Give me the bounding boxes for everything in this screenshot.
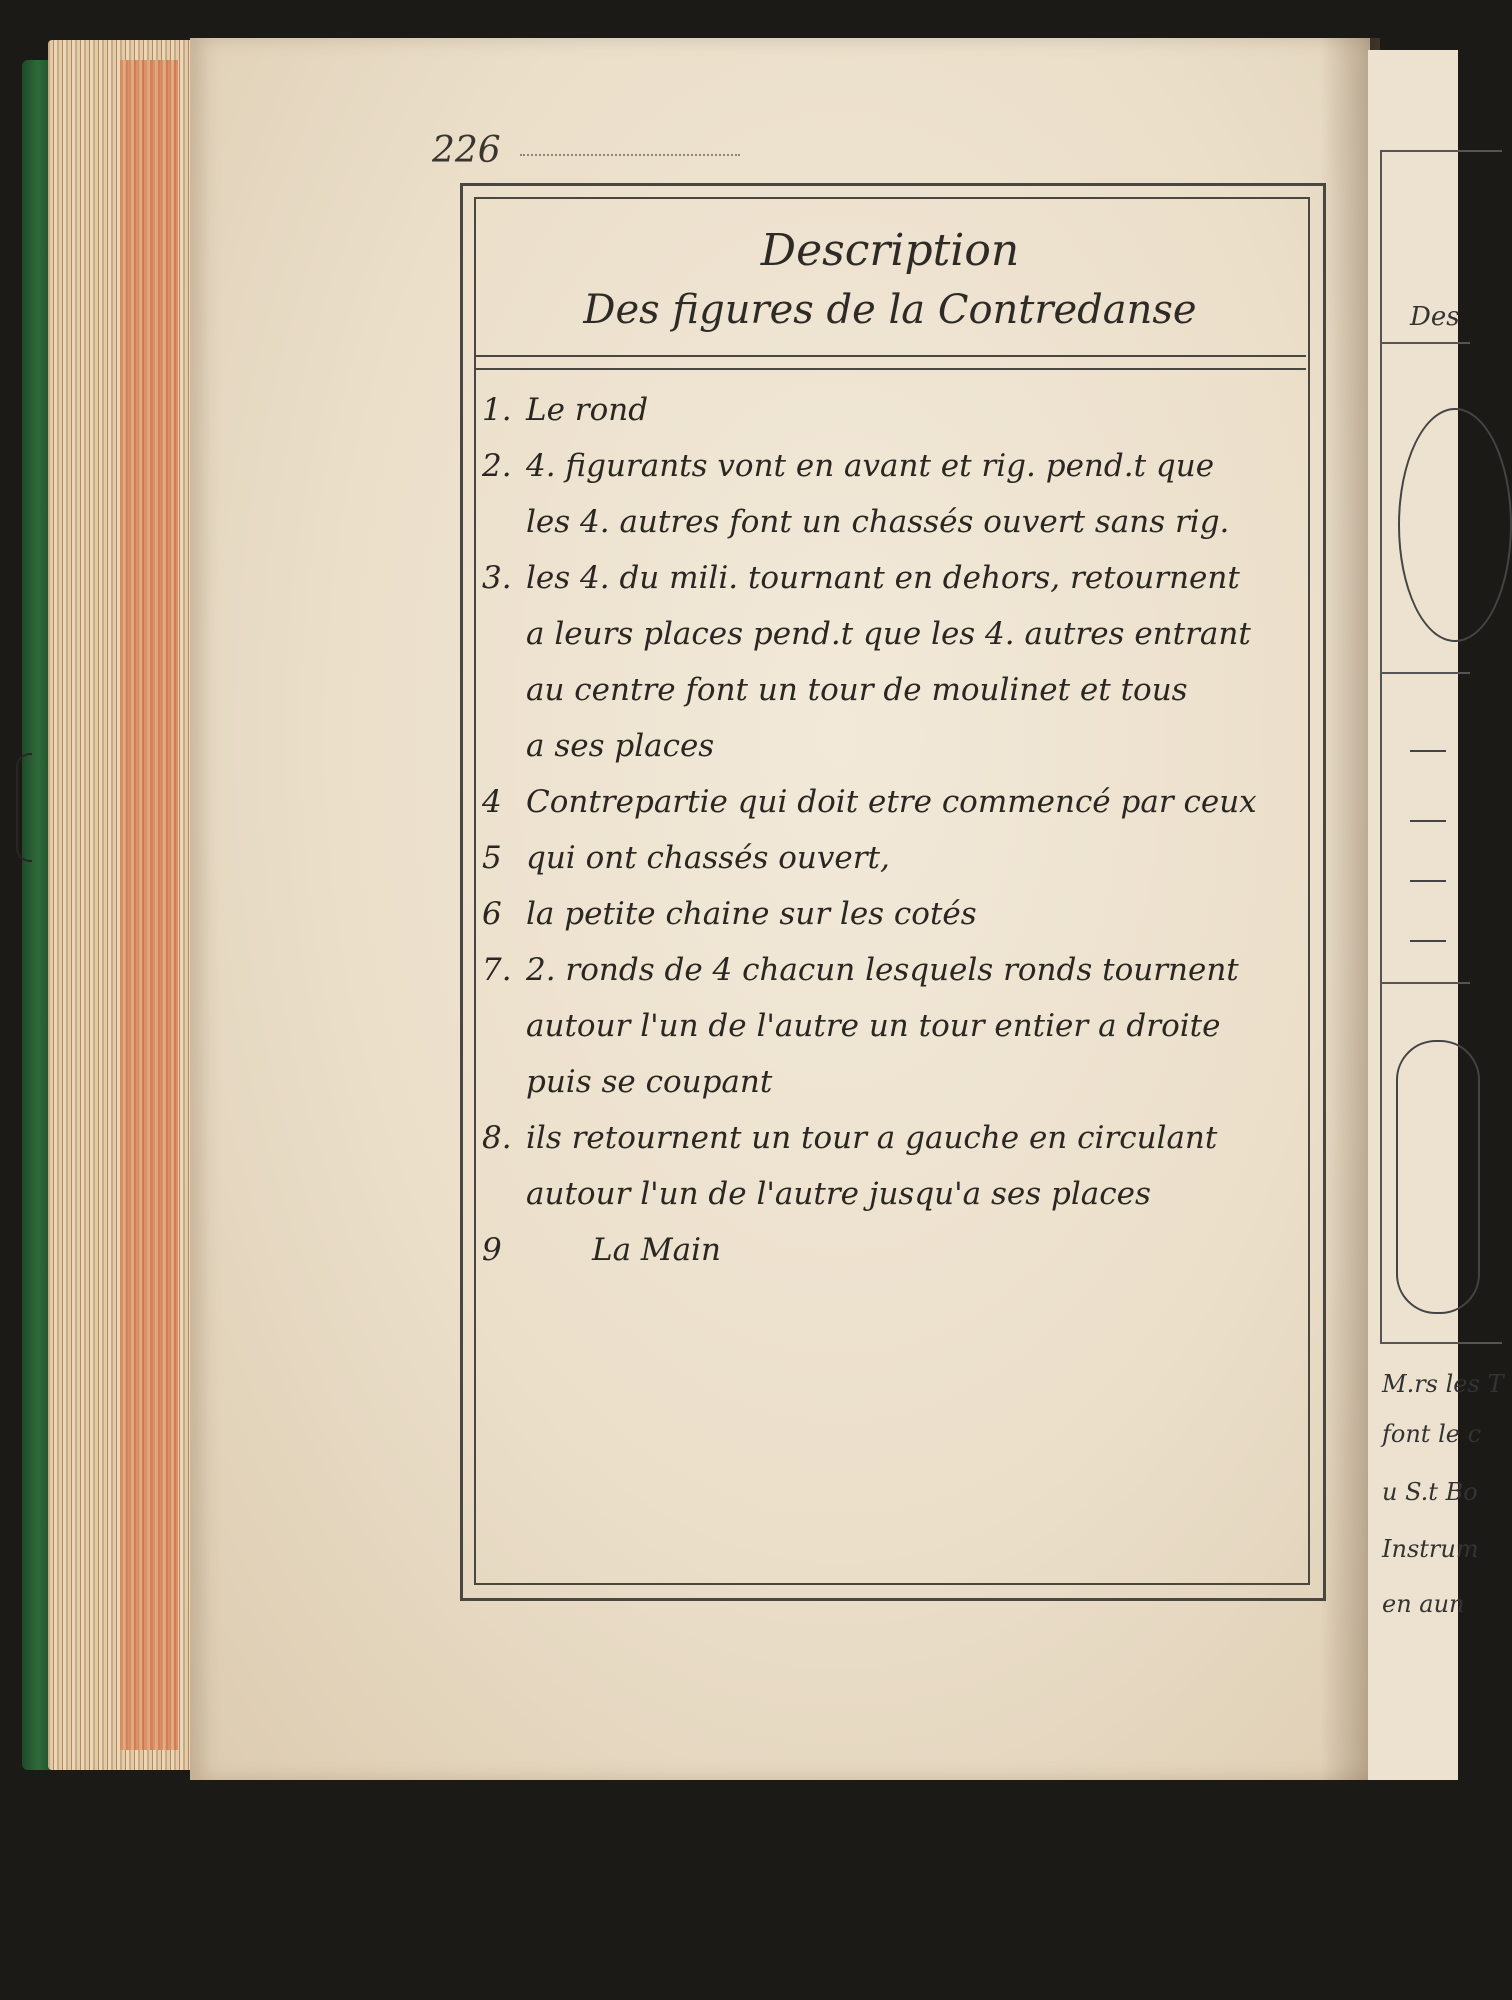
- list-item: [482, 560, 1302, 610]
- item-text: ils retournent un tour a gauche en circulant: [526, 1120, 1218, 1156]
- right-page-title: Des: [1410, 302, 1460, 332]
- item-text: a leurs places pend.t que les 4. autres entrant: [526, 616, 1251, 652]
- list-item: [482, 784, 1302, 834]
- item-number: 4: [482, 784, 502, 820]
- item-number: 3.: [482, 560, 512, 596]
- item-text: 4. figurants vont en avant et rig. pend.t que: [526, 448, 1215, 484]
- item-number: 2.: [482, 448, 512, 484]
- list-item: [482, 504, 1302, 554]
- figure-arrow: [1410, 750, 1446, 752]
- title-rule: [474, 368, 1306, 370]
- right-page-line: Instrum: [1382, 1535, 1479, 1563]
- figure-circle-diagram: [1398, 408, 1512, 642]
- item-number: 9: [482, 1232, 502, 1268]
- list-item: [482, 672, 1302, 722]
- page-title: Description: [760, 225, 1020, 276]
- list-item: [482, 952, 1302, 1002]
- list-item: [482, 392, 1302, 442]
- item-number: 5: [482, 840, 502, 876]
- page-number: 226: [432, 130, 501, 171]
- item-text: les 4. du mili. tournant en dehors, retournent: [526, 560, 1240, 596]
- figure-arrow: [1410, 940, 1446, 942]
- list-item: [482, 728, 1302, 778]
- item-text: puis se coupant: [526, 1064, 773, 1100]
- item-text: autour l'un de l'autre jusqu'a ses places: [526, 1176, 1151, 1212]
- right-page-line: font le c: [1382, 1420, 1482, 1448]
- right-page-fragment: [1368, 50, 1504, 1780]
- header-dotted-rule: [520, 154, 740, 156]
- right-page-line: en aun: [1382, 1590, 1465, 1618]
- item-text: Contrepartie qui doit etre commencé par ceux: [526, 784, 1257, 820]
- item-text: les 4. autres font un chassés ouvert sans rig.: [526, 504, 1230, 540]
- page-edges-stain: [120, 60, 178, 1750]
- item-number: 7.: [482, 952, 512, 988]
- item-number: 6: [482, 896, 502, 932]
- item-text: la petite chaine sur les cotés: [526, 896, 977, 932]
- right-page-rule: [1380, 982, 1470, 984]
- item-text: a ses places: [526, 728, 715, 764]
- list-item: [482, 616, 1302, 666]
- right-page-rule: [1380, 672, 1470, 674]
- item-text: 2. ronds de 4 chacun lesquels ronds tournent: [526, 952, 1239, 988]
- list-item: [482, 448, 1302, 498]
- bracket-4-5: [16, 753, 32, 862]
- page-subtitle: Des figures de la Contredanse: [583, 287, 1197, 333]
- item-text: Le rond: [526, 392, 649, 428]
- item-number: 1.: [482, 392, 512, 428]
- list-item: [482, 1120, 1302, 1170]
- item-text: La Main: [592, 1232, 722, 1268]
- item-text: autour l'un de l'autre un tour entier a droite: [526, 1008, 1221, 1044]
- list-item: [482, 1064, 1302, 1114]
- figure-loop-diagram: [1396, 1040, 1480, 1314]
- list-item: [482, 1008, 1302, 1058]
- list-item: [482, 840, 1302, 890]
- item-text: au centre font un tour de moulinet et tous: [526, 672, 1188, 708]
- figure-arrow: [1410, 820, 1446, 822]
- list-item: [482, 896, 1302, 946]
- right-page-line: M.rs les T: [1382, 1370, 1504, 1398]
- right-page-rule: [1380, 342, 1470, 344]
- item-text: qui ont chassés ouvert,: [526, 840, 890, 876]
- list-item: [482, 1232, 1302, 1282]
- figure-arrow: [1410, 880, 1446, 882]
- title-rule: [474, 355, 1306, 357]
- item-number: 8.: [482, 1120, 512, 1156]
- right-page-line: u S.t Bo: [1382, 1478, 1478, 1506]
- list-item: [482, 1176, 1302, 1226]
